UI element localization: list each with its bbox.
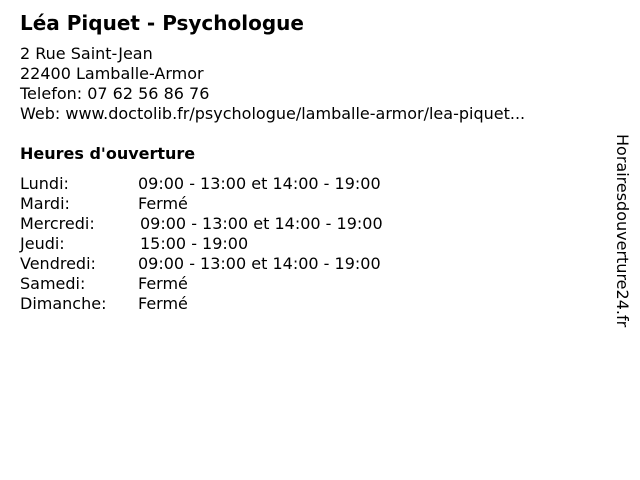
hours-value: Fermé <box>138 194 188 213</box>
hours-value: 09:00 - 13:00 et 14:00 - 19:00 <box>138 254 381 273</box>
street-address: 2 Rue Saint-Jean <box>20 44 153 63</box>
day-label: Mardi: <box>20 194 70 213</box>
day-label: Jeudi: <box>20 234 65 253</box>
address-block <box>20 44 525 124</box>
hours-value: Fermé <box>138 294 188 313</box>
day-label: Samedi: <box>20 274 86 293</box>
hours-value: 15:00 - 19:00 <box>140 234 249 253</box>
site-watermark: Horairesdouverture24.fr <box>613 134 632 328</box>
website-url: Web: www.doctolib.fr/psychologue/lamballe-armor/lea-piquet... <box>20 104 526 123</box>
opening-hours-heading: Heures d'ouverture <box>20 144 196 163</box>
hours-value: 09:00 - 13:00 et 14:00 - 19:00 <box>140 214 383 233</box>
day-label: Dimanche: <box>20 294 107 313</box>
day-label: Vendredi: <box>20 254 96 273</box>
postal-city: 22400 Lamballe-Armor <box>20 64 204 83</box>
day-label: Mercredi: <box>20 214 95 233</box>
phone-number: Telefon: 07 62 56 86 76 <box>20 84 210 103</box>
page-title: Léa Piquet - Psychologue <box>20 11 304 35</box>
hours-value: 09:00 - 13:00 et 14:00 - 19:00 <box>138 174 381 193</box>
hours-value: Fermé <box>138 274 188 293</box>
day-label: Lundi: <box>20 174 69 193</box>
